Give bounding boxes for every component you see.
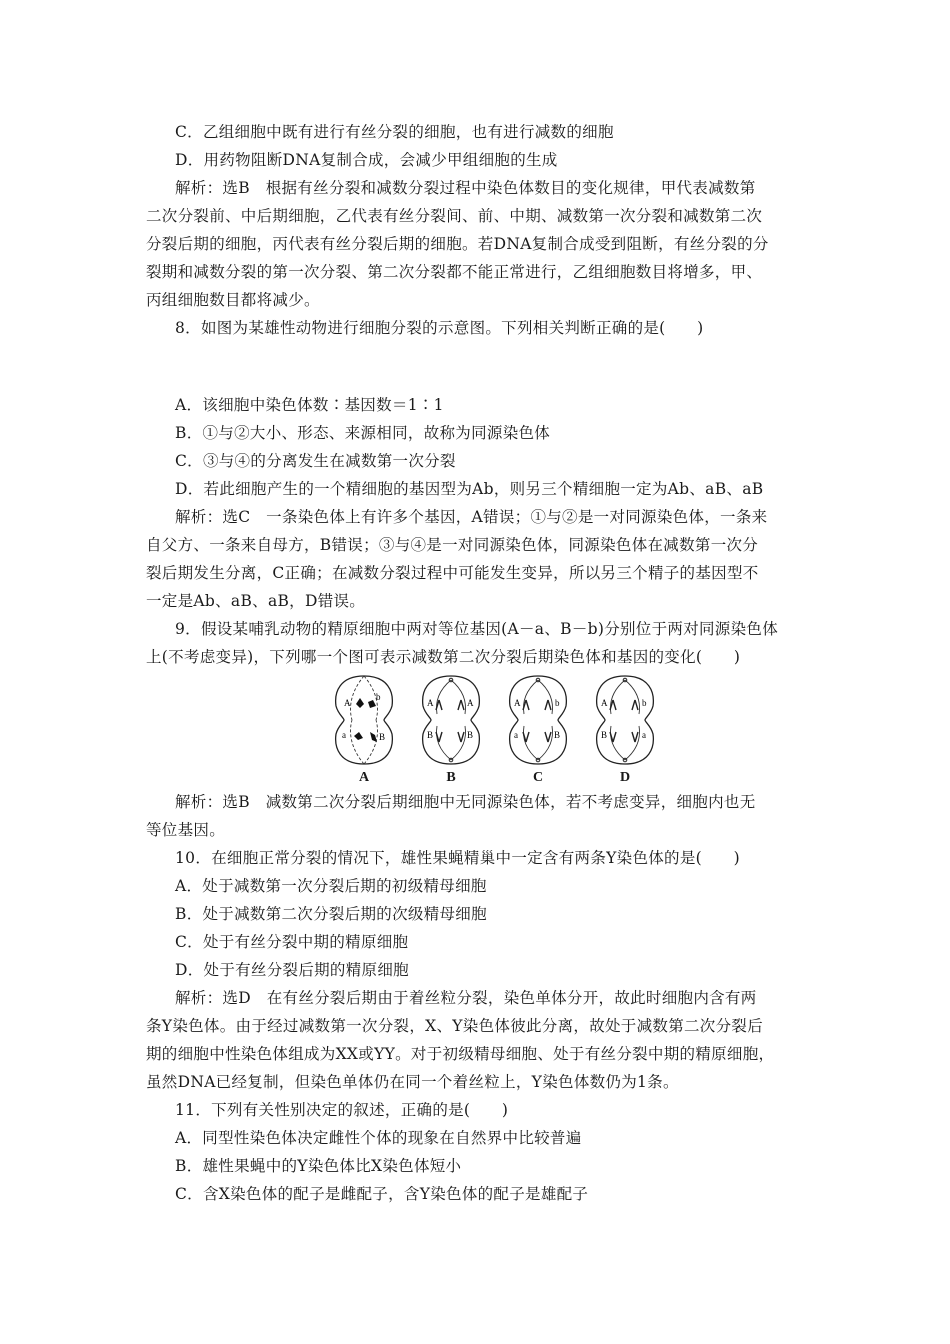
q10-analysis-line: 虽然DNA已经复制，但染色单体仍在同一个着丝粒上，Y染色体数仍为1条。 (146, 1073, 679, 1091)
q8-option-b: B．①与②大小、形态、来源相同，故称为同源染色体 (175, 424, 551, 442)
gene-label: B (379, 732, 386, 742)
q9-stem-line: 上(不考虑变异)，下列哪一个图可表示减数第二次分裂后期染色体和基因的变化( ) (146, 648, 741, 666)
gene-label: B (554, 730, 561, 740)
q11-option-b: B．雄性果蝇中的Y染色体比X染色体短小 (175, 1157, 462, 1175)
q9-cell-division-figure (330, 670, 660, 786)
figure-label-a: A (358, 770, 370, 785)
q11-option-c: C．含X染色体的配子是雌配子，含Y染色体的配子是雄配子 (175, 1185, 589, 1203)
q10-option-d: D．处于有丝分裂后期的精原细胞 (175, 961, 409, 979)
q9-stem-line: 9．假设某哺乳动物的精原细胞中两对等位基因(A－a、B－b)分别位于两对同源染色体 (175, 620, 779, 638)
q10-option-a: A．处于减数第一次分裂后期的初级精母细胞 (175, 877, 487, 895)
q9-figure-option-b (417, 670, 485, 786)
gene-label: a (342, 730, 346, 740)
q10-option-c: C．处于有丝分裂中期的精原细胞 (175, 933, 409, 951)
q7-analysis-line: 二次分裂前、中后期细胞，乙代表有丝分裂间、前、中期、减数第一次分裂和减数第二次 (146, 207, 763, 225)
q10-analysis-line: 解析：选D 在有丝分裂后期由于着丝粒分裂，染色单体分开，故此时细胞内含有两 (175, 989, 757, 1007)
q8-stem: 8．如图为某雄性动物进行细胞分裂的示意图。下列相关判断正确的是( ) (175, 319, 704, 337)
gene-label: A (514, 698, 521, 708)
q9-analysis-line: 解析：选B 减数第二次分裂后期细胞中无同源染色体，若不考虑变异，细胞内也无 (175, 793, 756, 811)
q10-stem: 10．在细胞正常分裂的情况下，雄性果蝇精巢中一定含有两条Y染色体的是( ) (175, 849, 740, 867)
q10-analysis-line: 期的细胞中性染色体组成为XX或YY。对于初级精母细胞、处于有丝分裂中期的精原细胞， (146, 1045, 775, 1063)
q8-analysis-line: 一定是Ab、aB、aB，D错误。 (146, 592, 366, 610)
gene-label: A (427, 698, 434, 708)
gene-label: b (555, 698, 560, 708)
q8-option-d: D．若此细胞产生的一个精细胞的基因型为Ab，则另三个精细胞一定为Ab、aB、aB (175, 480, 764, 498)
figure-label-b: B (446, 770, 456, 785)
q8-option-c: C．③与④的分离发生在减数第一次分裂 (175, 452, 456, 470)
q11-stem: 11．下列有关性别决定的叙述，正确的是( ) (175, 1101, 509, 1119)
q9-figure-option-c (504, 670, 572, 786)
gene-label: B (601, 730, 608, 740)
gene-label: a (514, 730, 518, 740)
q9-figure-option-d (591, 670, 659, 786)
gene-label: b (376, 692, 381, 702)
q7-analysis-line: 解析：选B 根据有丝分裂和减数分裂过程中染色体数目的变化规律，甲代表减数第 (175, 179, 756, 197)
q9-analysis-line: 等位基因。 (146, 821, 226, 839)
q7-option-c: C．乙组细胞中既有进行有丝分裂的细胞，也有进行减数的细胞 (175, 123, 614, 141)
q10-option-b: B．处于减数第二次分裂后期的次级精母细胞 (175, 905, 487, 923)
q9-figure-option-a (330, 670, 398, 786)
gene-label: A (467, 698, 474, 708)
gene-label: A (344, 698, 351, 708)
q7-option-d: D．用药物阻断DNA复制合成，会减少甲组细胞的生成 (175, 151, 558, 169)
q8-analysis-line: 解析：选C 一条染色体上有许多个基因，A错误；①与②是一对同源染色体，一条来 (175, 508, 768, 526)
q8-analysis-line: 裂后期发生分离，C正确；在减数分裂过程中可能发生变异，所以另三个精子的基因型不 (146, 564, 759, 582)
q7-analysis-line: 分裂后期的细胞，丙代表有丝分裂后期的细胞。若DNA复制合成受到阻断，有丝分裂的分 (146, 235, 769, 253)
gene-label: B (467, 730, 474, 740)
q10-analysis-line: 条Y染色体。由于经过减数第一次分裂，X、Y染色体彼此分离，故处于减数第二次分裂后 (146, 1017, 764, 1035)
q7-analysis-line: 丙组细胞数目都将减少。 (146, 291, 320, 309)
gene-label: b (642, 698, 647, 708)
q8-option-a: A．该细胞中染色体数∶基因数＝1∶1 (175, 396, 444, 414)
figure-label-c: C (532, 770, 544, 785)
figure-label-d: D (619, 770, 631, 785)
gene-label: a (642, 730, 646, 740)
q8-analysis-line: 自父方、一条来自母方，B错误；③与④是一对同源染色体，同源染色体在减数第一次分 (146, 536, 759, 554)
q7-analysis-line: 裂期和减数分裂的第一次分裂、第二次分裂都不能正常进行，乙组细胞数目将增多，甲、 (146, 263, 763, 281)
gene-label: B (427, 730, 434, 740)
gene-label: A (601, 698, 608, 708)
q11-option-a: A．同型性染色体决定雌性个体的现象在自然界中比较普遍 (175, 1129, 582, 1147)
